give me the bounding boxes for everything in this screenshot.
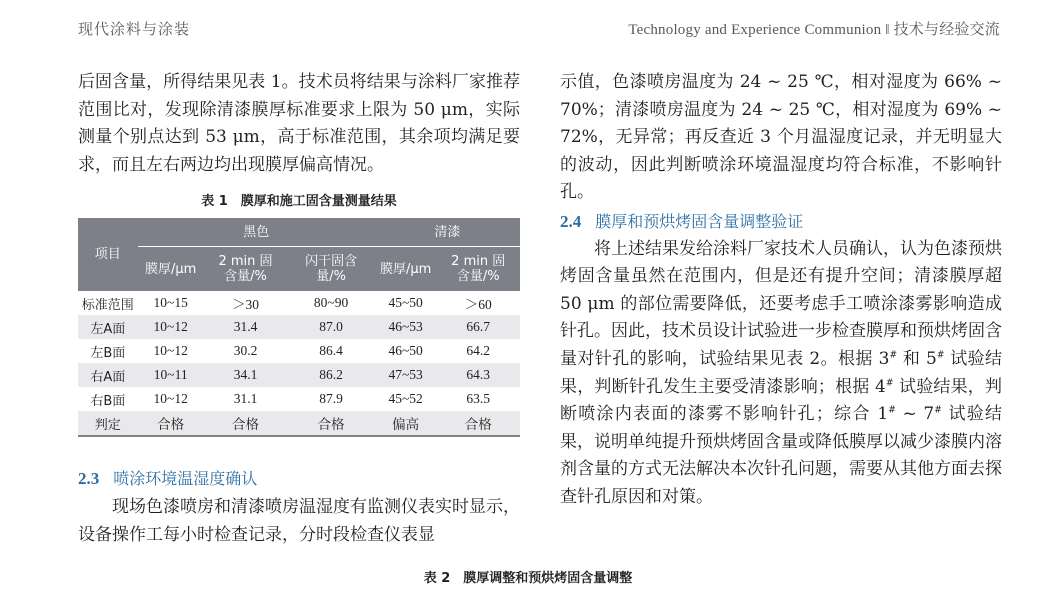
section-title: 喷涂环境温湿度确认 xyxy=(113,469,258,488)
table-row xyxy=(78,291,520,315)
table2-caption: 表 2 膜厚调整和预烘烤固含量调整 xyxy=(423,571,633,586)
table-cell: 87.0 xyxy=(287,315,375,339)
superscript: # xyxy=(885,377,894,388)
table-cell: 46~50 xyxy=(388,343,423,358)
header-group-black: 黑色 xyxy=(138,218,375,247)
text-run: 将上述结果发给涂料厂家技术人员确认，认为色漆预烘烤固含量虽然在范围内，但是还有提升空间；清漆膜厚超 50 μm 的部位需要降低，还要考虑手工喷涂漆雾影响造成针孔。因此，技术员设计试验进一步检查膜厚和预烘烤固含量对针孔的影响，试验结果见表 2。根据 3 xyxy=(560,238,1002,369)
table-cell: 86.4 xyxy=(319,343,343,358)
table-cell: 合格 xyxy=(204,411,288,436)
table1-caption: 表 1 膜厚和施工固含量测量结果 xyxy=(201,194,397,209)
table-cell: 86.2 xyxy=(287,363,375,387)
table1 xyxy=(78,218,520,437)
table-cell: 合格 xyxy=(436,411,520,436)
header-col-2: 2 min 固含量/% xyxy=(204,247,288,292)
table-row xyxy=(78,363,520,387)
right-column xyxy=(560,69,1002,512)
section-heading-2-3 xyxy=(78,466,257,489)
table-cell: 10~12 xyxy=(153,391,188,406)
table-cell: 80~90 xyxy=(313,295,349,310)
section-heading-2-4 xyxy=(560,208,1002,236)
left-column-bottom xyxy=(78,494,520,549)
section-title: 膜厚和预烘烤固含量调整验证 xyxy=(595,211,804,231)
text-run: 试验结果，判断喷涂内表面的漆雾不影响针孔；综合 1 xyxy=(560,376,1002,425)
table-cell: 10~12 xyxy=(153,343,188,358)
header-group-clear: 清漆 xyxy=(375,218,520,247)
journal-title: 现代涂料与涂装 xyxy=(78,20,191,38)
section-number: 2.4 xyxy=(560,211,582,231)
text-run: 试验结果，说明单纯提升预烘烤固含量或降低膜厚以减少漆膜内溶剂含量的方式无法解决本次针孔问题，需要从其他方面去探查针孔原因和对策。 xyxy=(560,404,1003,507)
table-cell: 31.1 xyxy=(233,391,258,406)
table-cell: 30.2 xyxy=(233,343,258,358)
left-column xyxy=(78,69,520,179)
text-run: ~ 7 xyxy=(895,404,935,425)
table-cell: 66.7 xyxy=(436,315,520,339)
table-cell: 46~53 xyxy=(375,315,437,339)
section-number: 2.3 xyxy=(78,469,100,488)
table-cell: 47~53 xyxy=(375,363,437,387)
superscript: # xyxy=(889,350,898,361)
table-cell: 左A面 xyxy=(78,315,138,339)
table-cell: ＞30 xyxy=(232,297,260,312)
header-item: 项目 xyxy=(78,218,138,291)
table-cell: 64.3 xyxy=(436,363,520,387)
header-col-3: 闪干固含量/% xyxy=(287,247,375,292)
table-cell: ＞60 xyxy=(464,297,492,312)
table-cell: 判定 xyxy=(78,411,138,436)
table-cell: 合格 xyxy=(287,411,375,436)
right-paragraph-1: 示值，色漆喷房温度为 24 ~ 25 ℃，相对湿度为 66% ~ 70%；清漆喷房温度为 24 ~ 25 ℃，相对湿度为 69% ~ 72%，无异常；再反查近 3 个月温湿度记录，并无明显大的波动，因此判断喷涂环境温湿度均符合标准，不影响针孔。 xyxy=(560,72,1002,203)
table-cell: 合格 xyxy=(138,411,204,436)
table-cell: 10~11 xyxy=(138,363,204,387)
table-cell: 64.2 xyxy=(466,343,491,358)
left-paragraph-1: 后固含量，所得结果见表 1。技术员将结果与涂料厂家推荐范围比对，发现除清漆膜厚标准要求上限为 50 μm，实际测量个别点达到 53 μm，高于标准范围，其余项均满足要求，而且左右两边均出现膜厚偏高情况。 xyxy=(78,72,520,175)
table-cell: 45~52 xyxy=(388,391,423,406)
header-col-1: 膜厚/μm xyxy=(138,247,204,292)
table-cell: 31.4 xyxy=(204,315,288,339)
left-paragraph-2: 现场色漆喷房和清漆喷房温湿度有监测仪表实时显示，设备操作工每小时检查记录，分时段检查仪表显 xyxy=(78,497,520,545)
superscript: # xyxy=(934,405,942,416)
table-cell: 45~50 xyxy=(388,295,423,310)
table-cell: 10~15 xyxy=(153,295,188,310)
right-paragraph-2 xyxy=(560,236,1002,512)
table-cell: 右A面 xyxy=(78,363,138,387)
table-cell: 右B面 xyxy=(90,393,126,409)
table-cell: 10~12 xyxy=(138,315,204,339)
table-cell: 87.9 xyxy=(319,391,343,406)
superscript: # xyxy=(936,350,945,361)
table-row xyxy=(78,339,520,363)
table-cell: 34.1 xyxy=(204,363,288,387)
table-cell: 标准范围 xyxy=(81,297,134,313)
table-row xyxy=(78,315,520,339)
table-row xyxy=(78,387,520,411)
header-col-5: 2 min 固含量/% xyxy=(436,247,520,292)
table-cell: 偏高 xyxy=(375,411,437,436)
superscript: # xyxy=(888,405,896,416)
table-cell: 63.5 xyxy=(466,391,491,406)
section-header: Technology and Experience Communion ‖ 技术与经验交流 xyxy=(628,22,1000,38)
table-cell: 左B面 xyxy=(90,345,126,361)
table-row xyxy=(78,411,520,436)
text-run: 试验结果，判断针孔发生主要受清漆影响；根据 4 xyxy=(560,348,1002,397)
text-run: 和 5 xyxy=(897,348,937,369)
header-col-4: 膜厚/μm xyxy=(375,247,437,292)
